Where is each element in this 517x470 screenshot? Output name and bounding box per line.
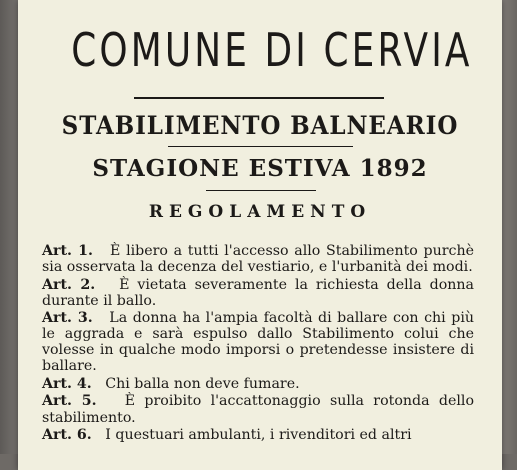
article-text: È libero a tutti l'accesso allo Stabilimento purchè sia osservata la decenza del vestiario, e l'urbanità dei modi. xyxy=(42,243,475,276)
subtitle-rule xyxy=(168,146,353,147)
document-subtitle: STABILIMENTO BALNEARIO xyxy=(61,111,459,140)
article-text: Chi balla non deve fumare. xyxy=(105,375,300,392)
season-line: STAGIONE ESTIVA 1892 xyxy=(92,155,428,182)
article-text: È vietata severamente la richiesta della donna durante il ballo. xyxy=(42,276,474,309)
document-title: COMUNE DI CERVIA xyxy=(71,23,473,77)
article-3 xyxy=(42,310,474,374)
article-text: I questuari ambulanti, i rivenditori ed altri xyxy=(105,426,412,443)
poster-document xyxy=(18,0,502,470)
article-label: Art. 3. xyxy=(42,310,93,327)
article-label: Art. 4. xyxy=(42,375,92,392)
article-1 xyxy=(42,243,474,275)
article-6 xyxy=(42,427,474,443)
article-text: È proibito l'accattonaggio sulla rotonda dello stabilimento. xyxy=(42,393,475,426)
article-5 xyxy=(42,393,474,425)
article-4 xyxy=(42,376,474,392)
article-label: Art. 6. xyxy=(42,426,92,443)
article-label: Art. 2. xyxy=(42,276,96,293)
articles-list xyxy=(42,243,474,444)
regulation-heading: REGOLAMENTO xyxy=(148,202,372,222)
article-label: Art. 1. xyxy=(42,243,93,259)
article-text: La donna ha l'ampia facoltà di ballare con chi più le aggrada e sarà espulso dallo Stabilimento colui che volesse in qualche modo imporsi o pretendesse insistere di ballare. xyxy=(42,310,474,375)
season-rule xyxy=(206,190,316,191)
article-label: Art. 5. xyxy=(42,393,97,410)
article-2 xyxy=(42,277,474,309)
title-rule xyxy=(134,97,384,99)
